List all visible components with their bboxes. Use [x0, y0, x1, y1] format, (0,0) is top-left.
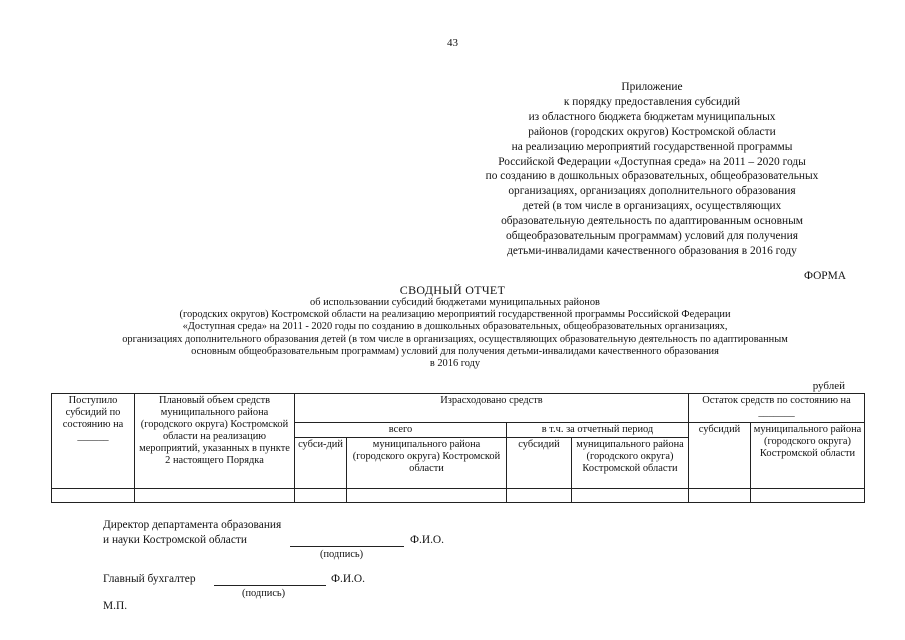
signature-blank[interactable]	[290, 536, 404, 547]
header-balance: Остаток средств по состоянию на _______	[689, 394, 865, 423]
subtitle-line: об использовании субсидий бюджетами муниципальных районов	[310, 297, 600, 308]
appendix-line: организациях, организациях дополнительного образования	[508, 185, 796, 198]
appendix-line: детьми-инвалидами качественного образования в 2016 году	[507, 244, 797, 257]
appendix-line: районов (городских округов) Костромской области	[528, 125, 776, 138]
header-spent: Израсходовано средств	[295, 394, 689, 423]
header-total-subsidy: субси-дий	[295, 438, 347, 489]
report-table	[51, 393, 865, 503]
table-cell[interactable]	[347, 489, 507, 503]
header-spent-total: всего	[295, 423, 507, 438]
subtitle-line: организациях дополнительного образования детей (в том числе в организациях, осуществляющих образовательную деятельность по адаптированным	[122, 333, 788, 345]
accountant-title: Главный бухгалтер	[103, 573, 196, 585]
table-cell[interactable]	[52, 489, 135, 503]
accountant-fio: Ф.И.О.	[331, 573, 365, 585]
header-spent-period: в т.ч. за отчетный период	[507, 423, 689, 438]
director-title-line1: Директор департамента образования	[103, 519, 282, 531]
page-number: 43	[447, 37, 458, 49]
report-title: СВОДНЫЙ ОТЧЕТ	[399, 283, 506, 297]
appendix-line: образовательную деятельность по адаптированным основным	[501, 215, 803, 228]
table-cell[interactable]	[751, 489, 865, 503]
table-cell[interactable]	[135, 489, 295, 503]
table-cell[interactable]	[295, 489, 347, 503]
appendix-line: детей (в том числе в организациях, осуществляющих	[522, 200, 782, 213]
subtitle-line: основным общеобразовательным программам) условий для получения детьми-инвалидами качественного образования	[191, 345, 719, 357]
table-cell[interactable]	[572, 489, 689, 503]
table-cell[interactable]	[507, 489, 572, 503]
appendix-line: из областного бюджета бюджетам муниципальных	[528, 110, 776, 123]
subtitle-line: в 2016 году	[429, 358, 481, 370]
header-planned: Плановый объем средств муниципального района (городского округа) Костромской области на реализацию мероприятий, указанных в пункте 2 настоящего Порядка	[135, 394, 295, 489]
appendix-block	[420, 80, 884, 259]
stamp-label: М.П.	[103, 600, 128, 612]
table-row	[52, 489, 865, 503]
header-period-subsidy: субсидий	[507, 438, 572, 489]
header-period-municipal: муниципального района (городского округа) Костромской области	[572, 438, 689, 489]
signature-blank[interactable]	[214, 575, 326, 586]
director-signature-caption: (подпись)	[320, 549, 364, 560]
accountant-signature-caption: (подпись)	[242, 588, 286, 599]
subtitle-line: «Доступная среда» на 2011 - 2020 годы по созданию в дошкольных образовательных, общеобразовательных организациях,	[182, 321, 728, 333]
report-subtitle	[40, 297, 870, 370]
table-cell[interactable]	[689, 489, 751, 503]
header-balance-subsidy: субсидий	[689, 423, 751, 489]
header-total-municipal: муниципального района (городского округа) Костромской области	[347, 438, 507, 489]
header-received: Поступило субсидий по состоянию на ______	[52, 394, 135, 489]
appendix-line: к порядку предоставления субсидий	[563, 95, 741, 108]
header-balance-municipal: муниципального района (городского округа) Костромской области	[751, 423, 865, 489]
director-title-line2: и науки Костромской области	[103, 534, 247, 546]
appendix-line: Приложение	[621, 81, 683, 93]
appendix-line: на реализацию мероприятий государственной программы	[511, 140, 793, 153]
director-fio: Ф.И.О.	[410, 534, 444, 546]
subtitle-line: (городских округов) Костромской области на реализацию мероприятий государственной программы Российской Федерации	[179, 309, 731, 321]
appendix-line: по созданию в дошкольных образовательных, общеобразовательных	[485, 170, 819, 183]
form-label: ФОРМА	[803, 270, 846, 282]
appendix-line: Российской Федерации «Доступная среда» на 2011 – 2020 годы	[498, 155, 806, 168]
units-label: рублей	[812, 380, 845, 392]
appendix-line: общеобразовательным программам) условий для получения	[506, 230, 798, 243]
